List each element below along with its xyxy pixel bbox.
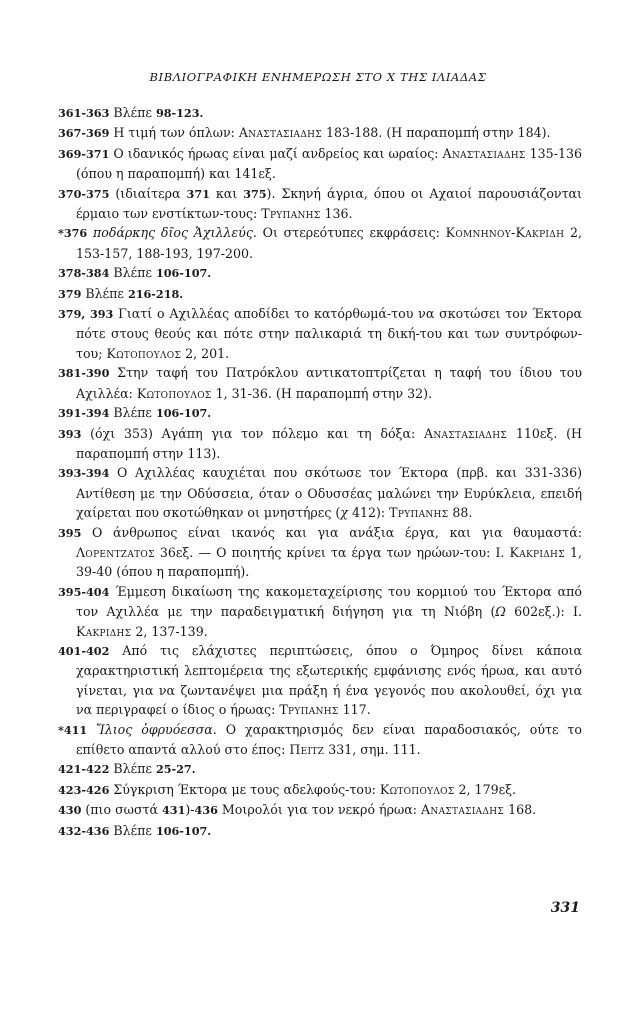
entry-text: ). Σκηνή άγρια, όπου οι Αχαιοί παρουσιάζονται έρμαιο των ενστίκτων-τους: bbox=[76, 185, 582, 222]
verse-reference: 423-426 bbox=[58, 782, 110, 797]
verse-reference: 379 bbox=[58, 286, 82, 301]
bibliography-entry bbox=[58, 284, 582, 304]
entry-text: 88. bbox=[448, 505, 473, 521]
entry-text: Από τις ελάχιστες περιπτώσεις, όπου ο Όμηρος δίνει κάποια χαρακτηριστική λεπτομέρεια της εξωτερικής εμφάνισης ενός ήρωα, και αυτό γίνεται, για να ζωντανέψει μια πράξη ή ένα γεγονός που ακολουθεί, όχι για να περιγραφεί ο ίδιος ο ήρωας: bbox=[76, 642, 582, 718]
verse-reference: 391-394 bbox=[58, 406, 110, 421]
bold-reference: 375 bbox=[243, 186, 267, 201]
author-name: Κωτοπουλος bbox=[379, 781, 455, 797]
entry-text: (ιδιαίτερα bbox=[109, 185, 187, 201]
author-name: Πειτζ bbox=[289, 742, 325, 757]
bold-reference: 431 bbox=[162, 803, 186, 818]
bibliography-entry bbox=[58, 523, 582, 582]
italic-text: Ω bbox=[495, 604, 506, 620]
entry-text: και bbox=[209, 185, 244, 201]
verse-reference: 370-375 bbox=[58, 186, 110, 201]
entry-text: Ο Αχιλλέας καυχιέται που σκότωσε τον Έκτορα (πρβ. και 331-336) Αντίθεση με την Οδύσσεια, όταν ο Οδυσσέας μαλώνει την Ευρύκλεια, επειδή χαίρεται που σκοτώθηκαν οι μνηστήρες ( bbox=[76, 465, 582, 521]
bold-reference: 371 bbox=[186, 186, 210, 201]
verse-reference: 432-436 bbox=[58, 823, 110, 838]
verse-reference: 369-371 bbox=[58, 146, 110, 161]
bibliography-entry bbox=[58, 263, 582, 283]
entry-text: 1, 31-36. (Η παραπομπή στην 32). bbox=[211, 385, 433, 401]
page-number: 331 bbox=[550, 900, 580, 916]
entry-text: Στην ταφή του Πατρόκλου αντικατοπτρίζεται η ταφή του ίδιου του Αχιλλέα: bbox=[76, 365, 582, 401]
entry-text: 2, 201. bbox=[181, 345, 230, 361]
verse-reference: 401-402 bbox=[58, 643, 110, 658]
author-name: Τρυπανης bbox=[279, 702, 339, 718]
bibliography-entry bbox=[58, 123, 582, 143]
author-name: Αναστασιαδης bbox=[238, 125, 322, 141]
entry-text: 110εξ. (Η παραπομπή στην 113). bbox=[76, 425, 582, 461]
bibliography-entry bbox=[58, 800, 582, 820]
entry-text: Μοιρολόι για τον νεκρό ήρωα: bbox=[217, 802, 422, 818]
entry-text: 168. bbox=[504, 802, 537, 818]
entry-text: (όχι 353) Αγάπη για τον πόλεμο και τη δόξα: bbox=[81, 425, 424, 441]
author-name: Αναστασιαδης bbox=[442, 145, 526, 161]
bibliography-entry bbox=[58, 463, 582, 522]
entry-text: Έμμεση δικαίωση της κακομεταχείρισης του κορμιού του Έκτορα από τον Αχιλλέα με την παραδειγματική διήγηση για τη Νιόβη ( bbox=[76, 583, 582, 620]
entry-text: 2, 179εξ. bbox=[454, 781, 517, 797]
bibliography-entry bbox=[58, 641, 582, 720]
entry-text: 117. bbox=[338, 702, 371, 718]
author-name: Κακριδης bbox=[509, 544, 565, 560]
bold-reference: 436 bbox=[194, 803, 218, 818]
verse-reference: 378-384 bbox=[58, 266, 110, 281]
verse-reference: *411 bbox=[58, 722, 88, 737]
author-name: Κομνηνου-Κακριδη bbox=[445, 225, 565, 241]
entry-text: Ο ιδανικός ήρωας είναι μαζί ανδρείος και ωραίος: bbox=[109, 145, 443, 161]
bibliography-entry bbox=[58, 582, 582, 641]
entry-text: 2, 137-139. bbox=[131, 623, 208, 639]
author-name: Κωτοπουλος bbox=[136, 385, 212, 401]
author-name: Αναστασιαδης bbox=[421, 802, 505, 818]
bold-reference: 98-123. bbox=[155, 106, 204, 120]
entry-text: 183-188. (Η παραπομπή στην 184). bbox=[321, 125, 551, 141]
verse-reference: 395 bbox=[58, 525, 82, 540]
italic-text: Ἴλιος ὀφρυόεσσα bbox=[87, 721, 213, 737]
bibliography-entry bbox=[58, 403, 582, 423]
verse-reference: 421-422 bbox=[58, 762, 110, 777]
entry-text: Ο άνθρωπος είναι ικανός και για ανάξια έργα, και για θαυμαστά: bbox=[81, 524, 582, 540]
bibliography-entry bbox=[58, 363, 582, 403]
bibliography-entry bbox=[58, 821, 582, 841]
entry-text: 331, σημ. 111. bbox=[324, 742, 421, 757]
entry-text: . Ο χαρακτηρισμός δεν είναι παραδοσιακός, ούτε το επίθετο απαντά αλλού στο έπος: bbox=[76, 721, 582, 757]
verse-reference: 393-394 bbox=[58, 466, 110, 481]
entry-text: Βλέπε bbox=[109, 405, 156, 421]
running-header: ΒΙΒΛΙΟΓΡΑΦΙΚΗ ΕΝΗΜΕΡΩΣΗ ΣΤΟ Χ ΤΗΣ ΙΛΙΑΔΑΣ bbox=[149, 70, 487, 84]
entry-text: (πιο σωστά bbox=[81, 802, 163, 818]
bibliography-entries bbox=[58, 103, 582, 841]
bibliography-entry bbox=[58, 304, 582, 363]
entry-text: . Οι στερεότυπες εκφράσεις: bbox=[252, 225, 446, 241]
entry-text: )- bbox=[185, 802, 195, 818]
verse-reference: 393 bbox=[58, 426, 82, 441]
entry-text: Βλέπε bbox=[109, 761, 156, 777]
verse-reference: 395-404 bbox=[58, 584, 110, 599]
entry-text: 135-136 (όπου η παραπομπή) και 141εξ. bbox=[76, 145, 582, 182]
bibliography-entry bbox=[58, 424, 582, 464]
entry-text: Βλέπε bbox=[109, 822, 156, 838]
author-name: Τρυπανης bbox=[389, 505, 449, 521]
bibliography-entry bbox=[58, 184, 582, 224]
verse-reference: 361-363 bbox=[58, 106, 110, 120]
bibliography-entry bbox=[58, 223, 582, 263]
bold-reference: 106-107. bbox=[155, 823, 212, 838]
entry-text: 412): bbox=[347, 505, 390, 521]
author-name: Αναστασιαδης bbox=[423, 425, 508, 441]
bold-reference: 106-107. bbox=[155, 406, 212, 421]
bold-reference: 106-107. bbox=[155, 266, 212, 281]
entry-text: 136. bbox=[320, 206, 353, 222]
verse-reference: *376 bbox=[58, 226, 88, 241]
bold-reference: 216-218. bbox=[127, 286, 184, 301]
author-name: Κακριδης bbox=[76, 623, 132, 639]
bibliography-entry bbox=[58, 780, 582, 800]
author-name: Κωτοπουλος bbox=[106, 345, 182, 361]
bold-reference: 25-27. bbox=[155, 762, 196, 777]
entry-text: 602εξ.): Ι. bbox=[505, 604, 582, 620]
italic-text: ποδάρκης δῖος Ἀχιλλεύς bbox=[87, 225, 253, 241]
entry-text: Σύγκριση Έκτορα με τους αδελφούς-του: bbox=[109, 781, 380, 797]
bibliography-entry bbox=[58, 759, 582, 779]
entry-text: 36εξ. — Ο ποιητής κρίνει τα έργα των ηρώων-του: Ι. bbox=[154, 544, 510, 560]
entry-text: 1, 39-40 (όπου η παραπομπή). bbox=[76, 544, 582, 580]
entry-text: Η τιμή των όπλων: bbox=[109, 125, 239, 141]
verse-reference: 379, 393 bbox=[58, 307, 114, 322]
verse-reference: 381-390 bbox=[58, 366, 110, 381]
italic-text: χ bbox=[340, 505, 348, 521]
entry-text: 2, 153-157, 188-193, 197-200. bbox=[76, 225, 582, 261]
bibliography-entry bbox=[58, 720, 582, 760]
author-name: Τρυπανης bbox=[261, 206, 321, 222]
author-name: Λορεντζατος bbox=[76, 544, 155, 560]
entry-text: Βλέπε bbox=[81, 285, 128, 301]
entry-text: Γιατί ο Αχιλλέας αποδίδει το κατόρθωμά-του να σκοτώσει τον Έκτορα πότε στους θεούς και πότε στην παλικαριά τη δική-του και των συντρόφων-του; bbox=[76, 306, 582, 361]
entry-text: Βλέπε bbox=[109, 265, 156, 281]
entry-text: Βλέπε bbox=[109, 105, 156, 120]
verse-reference: 430 bbox=[58, 803, 82, 818]
bibliography-entry bbox=[58, 144, 582, 184]
verse-reference: 367-369 bbox=[58, 126, 110, 141]
bibliography-entry bbox=[58, 103, 582, 123]
